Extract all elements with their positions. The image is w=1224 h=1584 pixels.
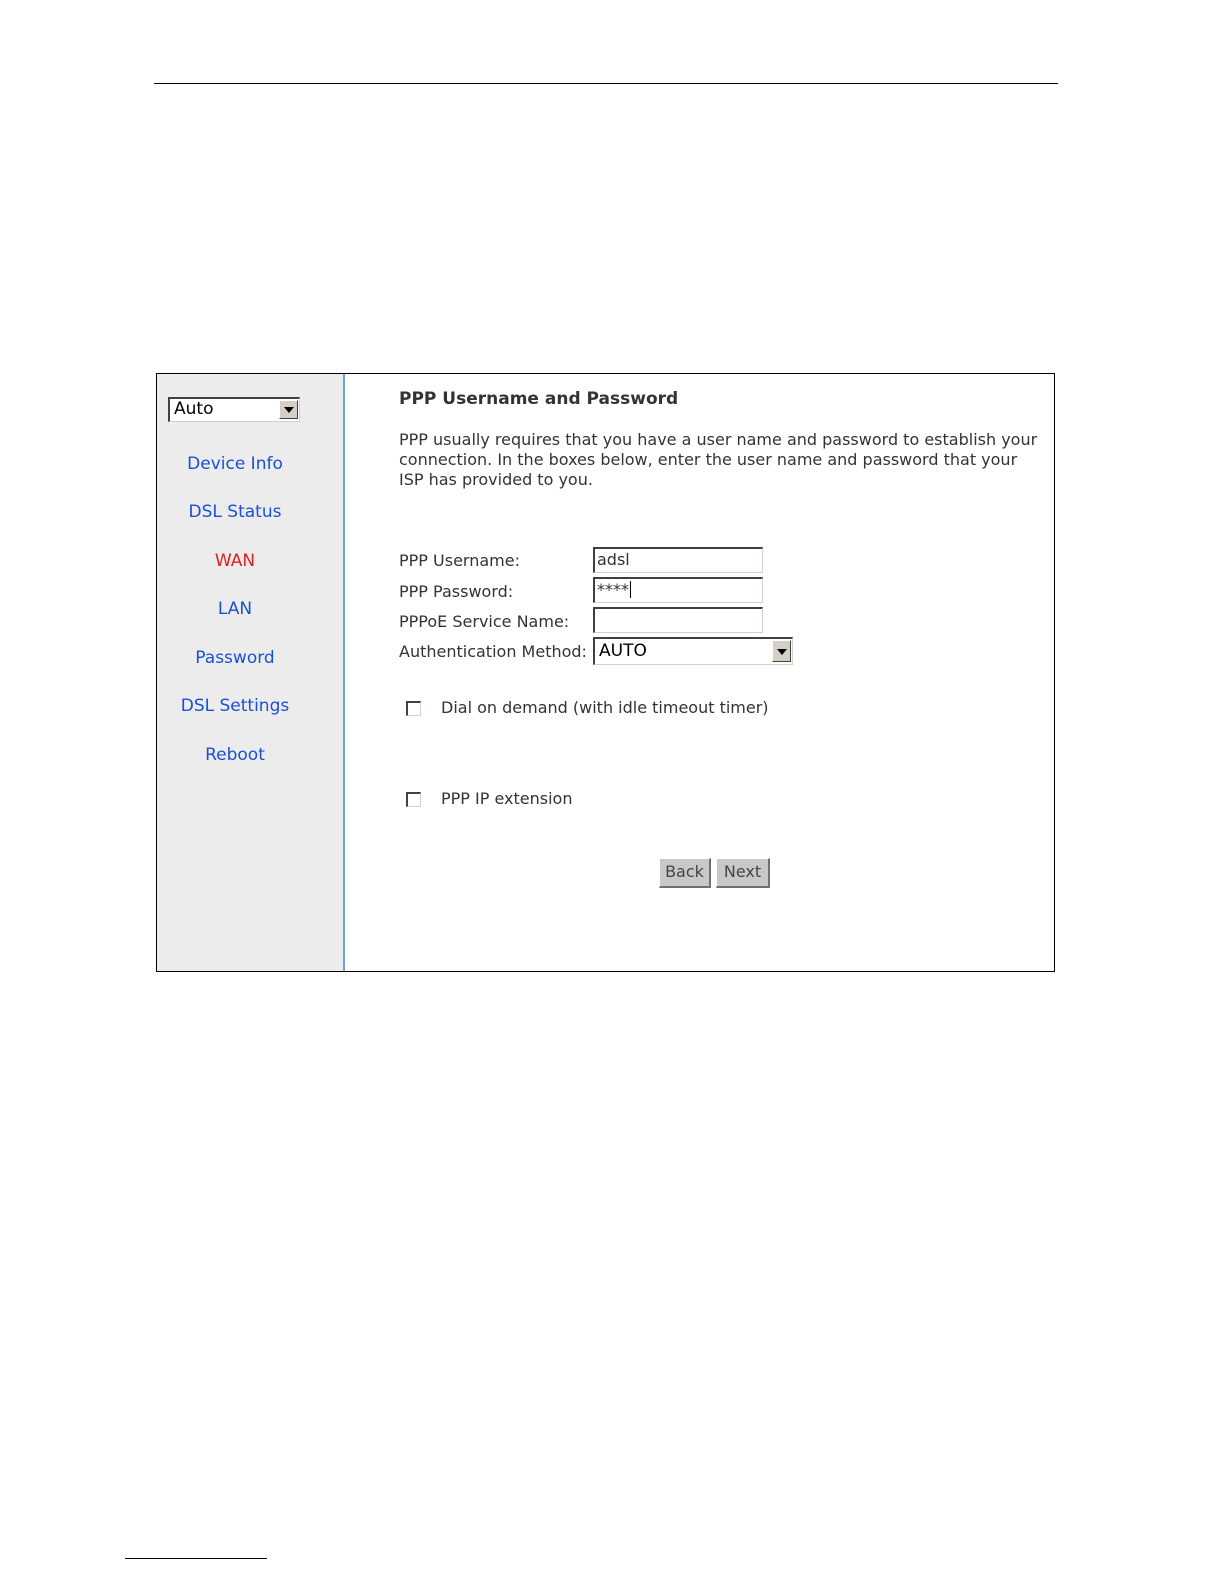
auth-method-label: Authentication Method: xyxy=(399,642,587,661)
ppp-ip-extension-checkbox[interactable] xyxy=(406,792,421,807)
auth-method-dropdown-button[interactable] xyxy=(772,640,791,662)
password-field-value: **** xyxy=(597,580,629,599)
chevron-down-icon xyxy=(777,649,787,655)
service-name-label: PPPoE Service Name: xyxy=(399,612,570,631)
next-button[interactable]: Next xyxy=(716,858,770,888)
back-button[interactable]: Back xyxy=(659,858,711,888)
router-config-screenshot xyxy=(156,373,1055,972)
dial-on-demand-checkbox[interactable] xyxy=(406,701,421,716)
header-rule xyxy=(154,83,1058,84)
sidebar xyxy=(157,374,345,971)
mode-select[interactable] xyxy=(168,397,300,422)
page-title: PPP Username and Password xyxy=(399,389,679,409)
main-content xyxy=(345,374,1054,971)
footnote-rule xyxy=(125,1558,267,1559)
sidebar-item-dsl-settings[interactable]: DSL Settings xyxy=(180,696,290,716)
sidebar-item-wan[interactable]: WAN xyxy=(214,551,256,571)
sidebar-item-lan[interactable]: LAN xyxy=(217,599,253,619)
sidebar-item-reboot[interactable]: Reboot xyxy=(205,745,265,765)
password-field[interactable] xyxy=(593,577,763,603)
password-label: PPP Password: xyxy=(399,582,514,601)
sidebar-item-device-info[interactable]: Device Info xyxy=(187,454,283,474)
username-field-value: adsl xyxy=(597,550,630,569)
sidebar-item-password[interactable]: Password xyxy=(195,648,275,668)
mode-select-dropdown-button[interactable] xyxy=(279,400,298,419)
dial-on-demand-label: Dial on demand (with idle timeout timer) xyxy=(441,698,769,717)
sidebar-item-dsl-status[interactable]: DSL Status xyxy=(188,502,282,522)
mode-select-value: Auto xyxy=(174,399,214,419)
ppp-ip-extension-label: PPP IP extension xyxy=(441,789,573,808)
auth-method-value: AUTO xyxy=(599,641,647,661)
username-label: PPP Username: xyxy=(399,551,520,570)
page-description: PPP usually requires that you have a user name and password to establish your connection. In the boxes below, enter the user name and password that your ISP has provided to you. xyxy=(399,430,1038,489)
service-name-field[interactable] xyxy=(593,607,763,633)
username-field[interactable] xyxy=(593,547,763,573)
chevron-down-icon xyxy=(284,407,294,413)
auth-method-select[interactable] xyxy=(593,637,793,665)
text-caret xyxy=(630,581,631,598)
